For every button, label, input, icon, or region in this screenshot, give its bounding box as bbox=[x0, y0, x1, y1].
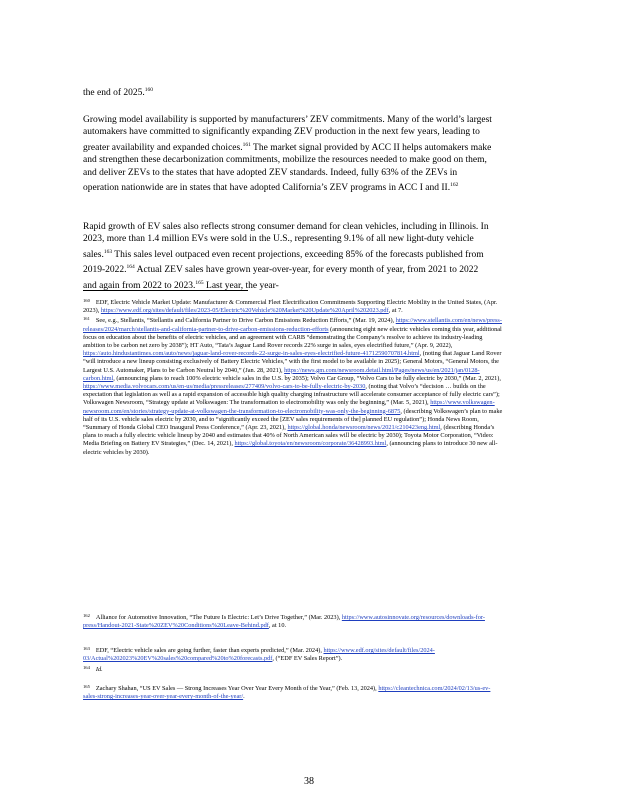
footnote-ref-164[interactable]: 164 bbox=[126, 264, 135, 271]
footnote-text: , (describing Volkswagen’s plan to make half of its U.S. vehicle sales electric by 2030, and to “significantly exceed the [ZEV sales requirements of the] planned EU regulation”); Honda News Room, “Summary of Honda Global CEO Inaugural Press Conference,” (Apr. 23, 2021), bbox=[83, 407, 503, 432]
footnote-ref-160[interactable]: 160 bbox=[144, 87, 153, 93]
paragraph-zev-commitments bbox=[83, 114, 493, 194]
footnote-text: , (announcing plans to introduce 30 new all-electric vehicles by 2030). bbox=[83, 440, 498, 456]
footnote-link[interactable]: https://www.stellantis.com/en/news/press-releases/2024/march/stellantis-and-california-partner-to-drive-carbon-emissions-reduction-efforts bbox=[83, 317, 502, 333]
footnote-ref-161[interactable]: 161 bbox=[242, 141, 251, 148]
footnote-link[interactable]: https://www.autosinnovate.org/resources/downloads-for-press/Handout-2021-State%20ZEV%20Conditions%20Leave-Behind.pdf bbox=[83, 614, 485, 630]
footnote-text: EDF, Electric Vehicle Market Update: Manufacturer & Commercial Fleet Electrification Commitments Supporting Electric Mobility in the United States, (Apr. 2023), bbox=[83, 299, 498, 315]
footnote-text: , at 7. bbox=[388, 307, 403, 315]
footnote-163 bbox=[83, 645, 503, 663]
footnote-text: , (noting that Jaguar Land Rover “will introduce a new lineup consisting exclusively of Battery Electric Vehicles,” with the first model to be available in 2025); General Motors, “General Motors, the Largest U.S. Automaker, Plans to be Carbon Neutral by 2040,” (Jan. 28, 2021), bbox=[83, 350, 502, 374]
footnote-number: 164 bbox=[83, 665, 90, 670]
page-number: 38 bbox=[304, 776, 314, 787]
paragraph-consumer-demand bbox=[83, 221, 493, 292]
footnote-link[interactable]: https://global.toyota/en/newsroom/corporate/36428993.html bbox=[234, 440, 387, 448]
footnote-text: Id. bbox=[95, 666, 103, 673]
footnote-text: , (announcing plans to reach 100% electric vehicle sales in the U.S. by 2035); Volvo Car Group, “Volvo Cars to be fully electric by 2030,” (Mar. 2, 2021), bbox=[113, 374, 501, 382]
footnote-text: , (describing Honda’s plans to reach a fully electric vehicle lineup by 2040 and estimates that 40% of North American sales will be electric by 2030); Toyota Motor Corporation, “Video: Media Briefing on Battery EV Strategies,” (Dec. 14, 2021), bbox=[83, 424, 495, 448]
footnote-160-161 bbox=[83, 297, 503, 457]
footnote-text: See, e.g., Stellantis, “Stellantis and California Partner to Drive Carbon Emissions Reduction Efforts,” (Mar. 19, 2024), bbox=[95, 317, 395, 325]
footnote-text: (announcing eight new electric vehicles coming this year, additional focus on education about the benefits of electric vehicles, and an agreement with CARB “demonstrating the Company’s resolve to achieve its industry-leading ambition to be carbon net zero by 2038”); HT Auto, “Tata’s Jaguar Land Rover records 22% surge in sales, eyes electrified future,” (Apr. 9, 2022), bbox=[83, 325, 502, 350]
footnote-link[interactable]: https://auto.hindustantimes.com/auto/news/jaguar-land-rover-records-22-surge-in-sales-eyes-electrified-future-41712590707814.html bbox=[83, 350, 420, 358]
footnote-link[interactable]: https://news.gm.com/newsroom.detail.html/Pages/news/us/en/2021/jan/0128-carbon.html bbox=[83, 366, 480, 382]
footnote-160 bbox=[83, 297, 503, 315]
footnote-link[interactable]: https://global.honda/newsroom/news/2021/c210423eng.html bbox=[287, 424, 441, 432]
footnote-text: . bbox=[243, 693, 245, 701]
footnote-divider bbox=[83, 290, 248, 291]
paragraph-text: This sales level outpaced even recent projections, exceeding 85% of the forecasts published from 2019-2022. bbox=[83, 249, 484, 276]
footnote-link[interactable]: https://cleantechnica.com/2024/02/13/us-ev-sales-strong-increases-year-over-year-every-month-of-the-year/ bbox=[83, 685, 491, 701]
footnote-text: EDF, “Electric vehicle sales are going further, faster than experts predicted,” (Mar. 2024), bbox=[95, 647, 322, 654]
footnote-ref-162[interactable]: 162 bbox=[450, 182, 459, 189]
footnote-number: 163 bbox=[83, 646, 90, 651]
paragraph-text: Actual ZEV sales have grown year-over-year, for every month of year, from 2021 to 2022 and again from 2022 to 2023. bbox=[83, 265, 479, 291]
paragraph-text: Rapid growth of EV sales also reflects strong consumer demand for clean vehicles, including in Illinois. In 2023, more than 1.4 million EVs were sold in the U.S., representing 9.1% of all new light-duty vehicle sales. bbox=[83, 222, 489, 260]
footnote-link[interactable]: https://www.volkswagen-newsroom.com/en/stories/strategy-update-at-volkswagen-the-transformation-to-electromobility-was-only-the-beginning-6875 bbox=[83, 399, 495, 415]
footnote-text: , (noting that Volvo’s “decision … builds on the expectation that legislation as well as a rapid expansion of accessible high quality charging infrastructure will accelerate consumer acceptance of fully electric cars”); Volkswagen Newsroom, “Strategy update at Volkswagen: The transformation to electromobility was only the beginning,” (Mar. 5, 2021), bbox=[83, 383, 500, 407]
footnote-text: Zachary Shahan, “US EV Sales — Strong Increases Year Over Year Every Month of the Year,” (Feb. 13, 2024), bbox=[95, 685, 377, 692]
footnote-number: 165 bbox=[83, 684, 90, 689]
footnote-ref-165[interactable]: 165 bbox=[195, 279, 204, 286]
footnote-ref-163[interactable]: 163 bbox=[103, 248, 113, 255]
paragraph-text: Growing model availability is supported by manufacturers’ ZEV commitments. Many of the world’s largest automakers have committed to significantly expanding ZEV production in the next few years, leading to greater availability and expanded choices. bbox=[83, 115, 492, 153]
paragraph-text: The market signal provided by ACC II helps automakers make and strengthen these decarbonization commitments, mobilize the resources needed to make good on them, and deliver ZEVs to the states that have adopted ZEV standards. Indeed, fully 63% of the ZEVs in operation nationwide are in states that have adopted California’s ZEV programs in ACC I and II. bbox=[83, 142, 492, 194]
paragraph-text: the end of 2025. bbox=[83, 88, 145, 98]
footnote-link[interactable]: https://www.edf.org/sites/default/files/2024-03/Actual%202023%20EV%20sales%20compared%20to%20forecasts.pdf bbox=[83, 647, 435, 663]
footnote-link[interactable]: https://www.edf.org/sites/default/files/2023-05/Electric%20Vehicle%20Market%20Update%20April%202023.pdf bbox=[100, 307, 389, 315]
footnote-number: 160 bbox=[83, 298, 90, 303]
footnote-165 bbox=[83, 683, 503, 701]
footnote-162 bbox=[83, 612, 503, 630]
footnote-text: , at 10. bbox=[268, 622, 287, 630]
paragraph-continuation bbox=[83, 84, 493, 99]
footnote-link[interactable]: https://www.media.volvocars.com/us/en-us/media/pressreleases/277409/volvo-cars-to-be-fully-electric-by-2030 bbox=[83, 383, 366, 391]
footnote-number: 162 bbox=[83, 613, 90, 618]
footnote-161 bbox=[83, 315, 503, 456]
footnote-number: 161 bbox=[83, 316, 90, 322]
footnote-text: , (“EDF EV Sales Report”). bbox=[272, 655, 343, 663]
footnote-164 bbox=[83, 664, 503, 674]
paragraph-text: Last year, the year- bbox=[203, 280, 279, 291]
footnote-text: Alliance for Automotive Innovation, “The Future Is Electric: Let’s Drive Together,” (Mar. 2023), bbox=[95, 614, 341, 621]
